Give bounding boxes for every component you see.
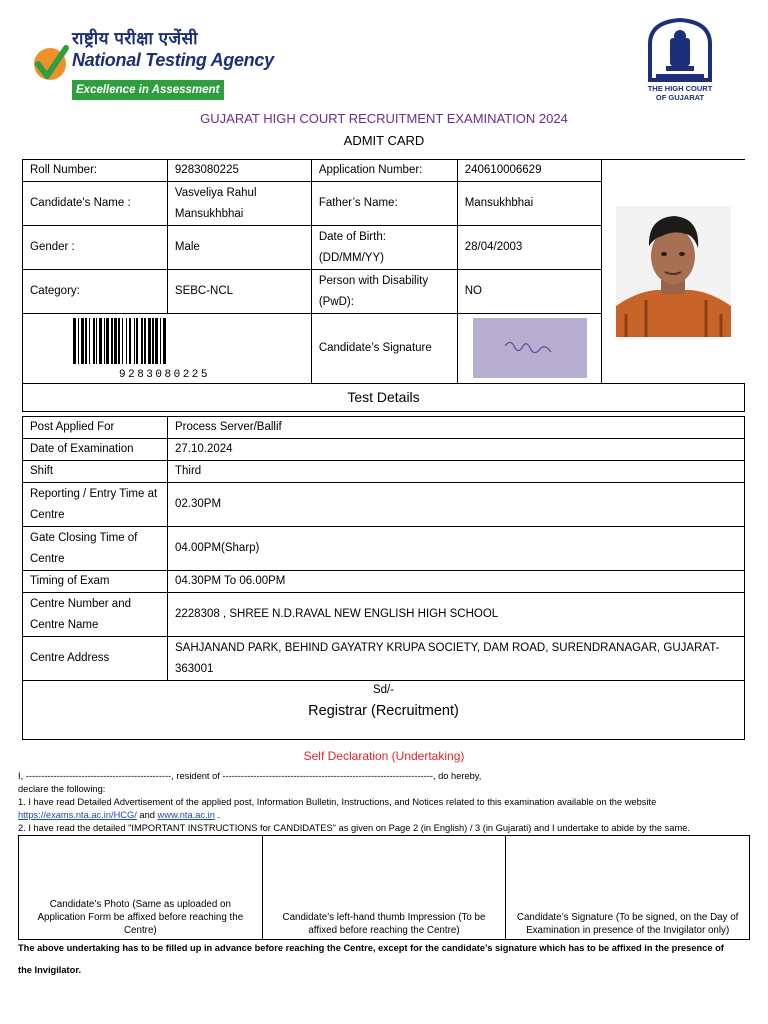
nta-website-link[interactable]: www.nta.ac.in: [157, 810, 215, 820]
centre-address-value: SAHJANAND PARK, BEHIND GAYATRY KRUPA SOCIETY, DAM ROAD, SURENDRANAGAR, GUJARAT-363001: [168, 637, 745, 681]
declaration-links: [18, 809, 753, 822]
roll-number-label: Roll Number:: [23, 160, 168, 182]
declaration-point1: 1. I have read Detailed Advertisement of the applied post, Information Bulletin, Instructions, and Notices related to this examination available on the website: [18, 797, 657, 807]
candidate-name-value: [167, 182, 311, 226]
sd-text: Sd/-: [372, 684, 395, 696]
hc-caption-line2: OF GUJARAT: [655, 93, 705, 102]
pwd-value: NO: [457, 270, 601, 314]
exam-date-value: 27.10.2024: [168, 439, 745, 461]
footer-note-line1: The above undertaking has to be filled up in advance before reaching the Centre, except for the candidate’s signature which has to be affixed in the presence of: [18, 943, 724, 953]
signature-scribble-icon: [473, 318, 587, 378]
gender-label: Gender :: [23, 226, 168, 270]
reporting-time-value: 02.30PM: [168, 483, 745, 527]
exam-title: GUJARAT HIGH COURT RECRUITMENT EXAMINATION 2024: [200, 111, 568, 126]
candidate-name-label: Candidate's Name :: [23, 182, 168, 226]
declaration-line2: declare the following:: [18, 784, 106, 794]
dob-label-line2: (DD/MM/YY): [318, 251, 384, 264]
candidate-signature-image: [473, 318, 587, 378]
post-applied-value: Process Server/Ballif: [168, 417, 745, 439]
exam-timing-value: 04.30PM To 06.00PM: [168, 571, 745, 593]
signature-label: Candidate’s Signature: [311, 314, 457, 384]
and-text: and: [136, 810, 158, 820]
declaration-line1: I, -----------------------------------------------, resident of --------------------------------------------------------------------, do hereby,: [18, 771, 482, 781]
gate-closing-label: Gate Closing Time of Centre: [23, 527, 168, 571]
nta-hindi-name: राष्ट्रीय परीक्षा एजेंसी: [72, 29, 199, 48]
barcode: [73, 318, 263, 364]
nta-english-name: National Testing Agency: [72, 50, 274, 70]
pwd-label-line2: (PwD):: [318, 295, 354, 308]
nta-tagline: Excellence in Assessment: [72, 80, 224, 100]
category-label: Category:: [23, 270, 168, 314]
link-end-text: .: [214, 810, 221, 820]
pwd-label-line1: Person with Disability: [318, 274, 429, 287]
test-details-heading: Test Details: [22, 383, 745, 412]
registrar-signature-box: [22, 680, 745, 740]
reporting-time-label: Reporting / Entry Time at Centre: [23, 483, 168, 527]
gender-value: Male: [167, 226, 311, 270]
barcode-cell: [23, 314, 312, 384]
exam-timing-label: Timing of Exam: [23, 571, 168, 593]
gate-closing-value: 04.00PM(Sharp): [168, 527, 745, 571]
dob-label-line1: Date of Birth:: [318, 230, 386, 243]
centre-name-value: 2228308 , SHREE N.D.RAVAL NEW ENGLISH HIGH SCHOOL: [168, 593, 745, 637]
barcode-bar: [166, 318, 167, 364]
high-court-logo: [636, 14, 724, 108]
exam-date-label: Date of Examination: [23, 439, 168, 461]
undertaking-boxes: [18, 835, 750, 940]
father-name-label: Father’s Name:: [311, 182, 457, 226]
high-court-emblem-icon: [636, 14, 724, 84]
registrar-title: Registrar (Recruitment): [308, 703, 459, 719]
test-details-table: [22, 416, 745, 681]
application-number-value: 240610006629: [457, 160, 601, 182]
roll-number-value: 9283080225: [167, 160, 311, 182]
post-applied-label: Post Applied For: [23, 417, 168, 439]
nta-emblem-icon: [32, 38, 72, 98]
footer-note-line2: the Invigilator.: [18, 965, 82, 975]
candidate-name-line2: Mansukhbhai: [174, 207, 244, 220]
centre-name-label: Centre Number and Centre Name: [23, 593, 168, 637]
exams-nta-link[interactable]: https://exams.nta.ac.in/HCG/: [18, 810, 137, 820]
high-court-caption: [636, 84, 724, 102]
hc-caption-line1: THE HIGH COURT: [647, 84, 713, 93]
centre-address-label: Centre Address: [23, 637, 168, 681]
signature-box: Candidate’s Signature (To be signed, on the Day of Examination in presence of the Invigilator only): [506, 836, 750, 940]
self-declaration-title: Self Declaration (Undertaking): [303, 749, 465, 763]
application-number-label: Application Number:: [311, 160, 457, 182]
thumb-impression-box: Candidate’s left-hand thumb Impression (To be affixed before reaching the Centre): [262, 836, 506, 940]
candidate-photo: [616, 206, 731, 337]
dob-value: 28/04/2003: [457, 226, 601, 270]
shift-value: Third: [168, 461, 745, 483]
dob-label: [311, 226, 457, 270]
declaration-point2: 2. I have read the detailed "IMPORTANT INSTRUCTIONS for CANDIDATES" as given on Page 2 (in English) / 3 (in Gujarati) and I undertake to abide by the same.: [18, 823, 690, 833]
category-value: SEBC-NCL: [167, 270, 311, 314]
candidate-name-line1: Vasveliya Rahul: [174, 186, 257, 199]
barcode-number: 9283080225: [119, 369, 211, 381]
photo-affix-box: Candidate’s Photo (Same as uploaded on Application Form be affixed before reaching the Centre): [19, 836, 263, 940]
shift-label: Shift: [23, 461, 168, 483]
father-name-value: Mansukhbhai: [457, 182, 601, 226]
admit-card-title: ADMIT CARD: [343, 133, 425, 148]
nta-logo: [32, 26, 274, 102]
pwd-label: [311, 270, 457, 314]
